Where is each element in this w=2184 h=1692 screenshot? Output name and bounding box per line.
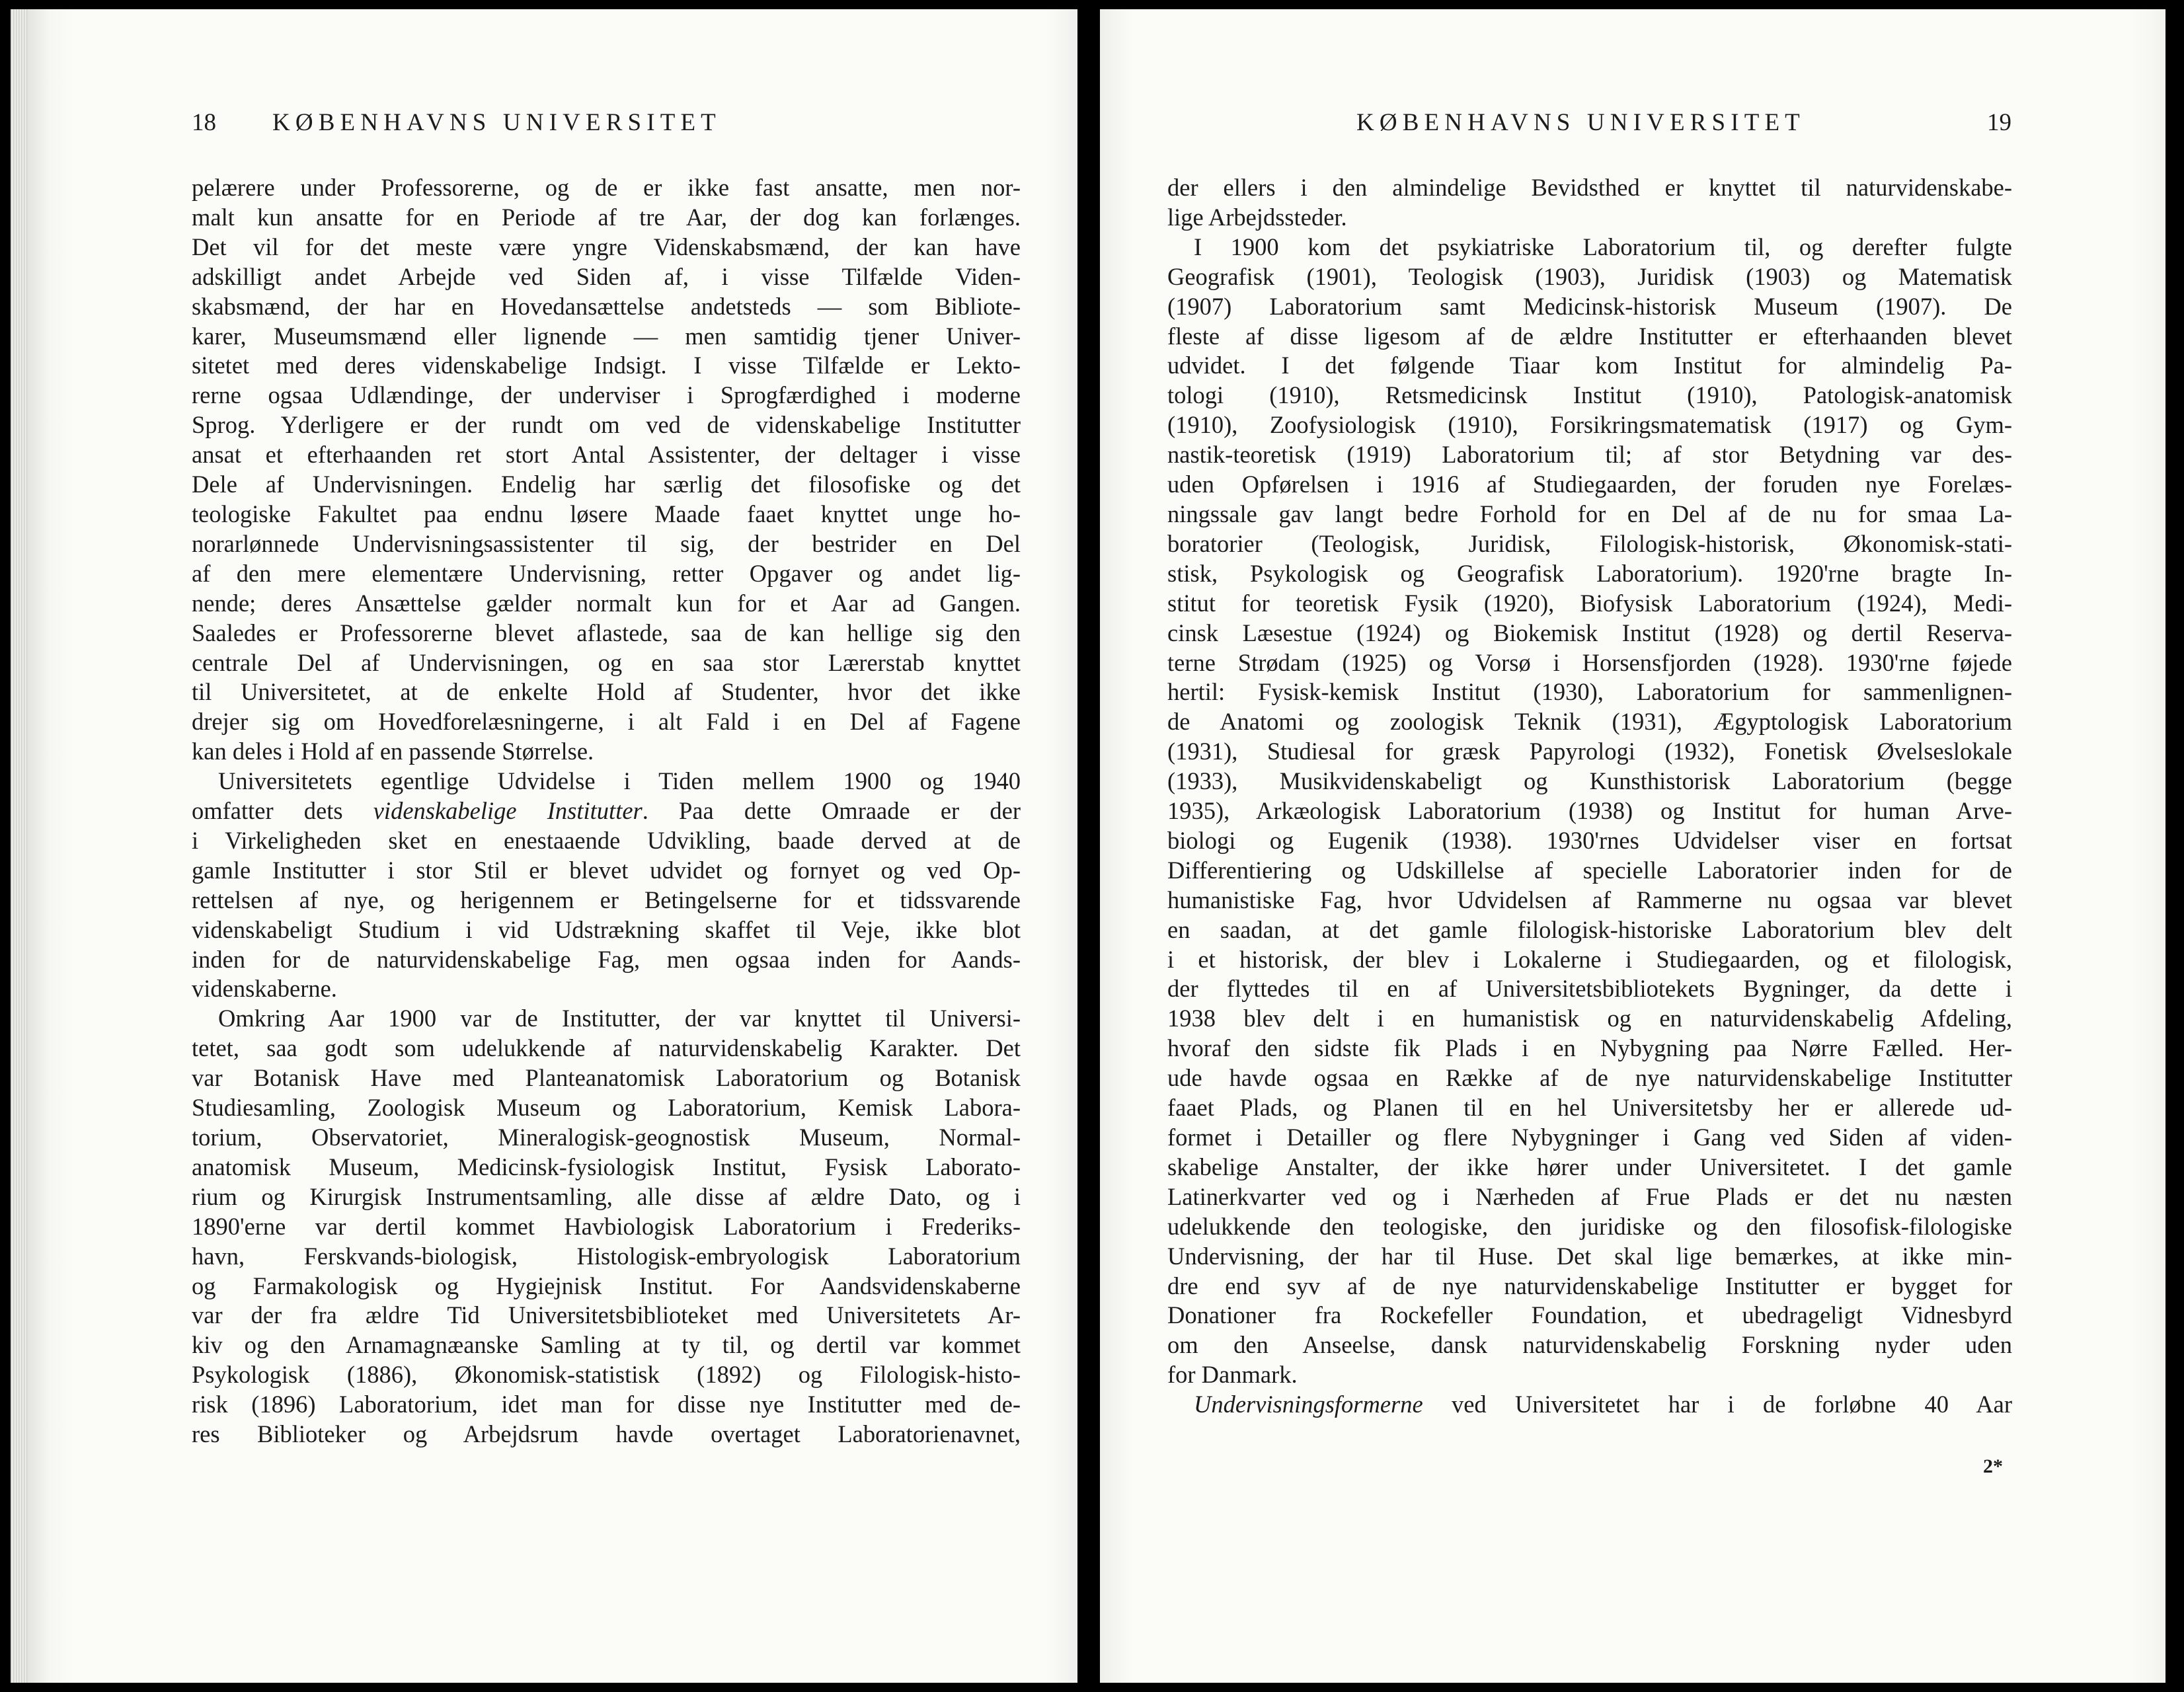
text-line: karer, Museumsmænd eller lignende — men samtidig tjener Univer-: [192, 322, 1021, 350]
text-line: ansat et efterhaanden ret stort Antal Assistenter, der deltager i visse: [192, 441, 1021, 469]
body-text: [1167, 173, 2012, 1420]
text-line: en saadan, at det gamle filologisk-historiske Laboratorium blev delt: [1167, 915, 2012, 943]
italic-text: Undervisningsformerne: [1194, 1391, 1423, 1418]
text-line: gamle Institutter i stor Stil er blevet udvidet og fornyet og ved Op-: [192, 856, 1021, 884]
text-line: [1167, 1390, 2012, 1420]
text-line: (1910), Zoofysiologisk (1910), Forsikringsmatematisk (1917) og Gym-: [1167, 411, 2012, 439]
text-line: cinsk Læsestue (1924) og Biokemisk Institut (1928) og dertil Reserva-: [1167, 619, 2012, 646]
text-line: torium, Observatoriet, Mineralogisk-geognostisk Museum, Normal-: [192, 1124, 1021, 1151]
text-line: norarlønnede Undervisningsassistenter til sig, der bestrider en Del: [192, 529, 1021, 557]
text-line: centrale Del af Undervisningen, og en saa stor Lærerstab knyttet: [192, 648, 1021, 676]
page-number: 18: [192, 109, 216, 136]
text-line: lige Arbejdssteder.: [1167, 203, 1347, 231]
text-line: skabelige Anstalter, der ikke hører under Universitetet. I det gamle: [1167, 1153, 2012, 1180]
text-line: videnskabeligt Studium i vid Udstrækning skaffet til Veje, ikke blot: [192, 915, 1021, 943]
text-line: faaet Plads, og Planen til en hel Universitetsby her er allerede ud-: [1167, 1094, 2012, 1122]
text-line: biologi og Eugenik (1938). 1930'rnes Udvidelser viser en fortsat: [1167, 826, 2012, 854]
text-line: Saaledes er Professorerne blevet aflastede, saa de kan hellige sig den: [192, 619, 1021, 646]
text-line: og Farmakologisk og Hygiejnisk Institut. For Aandsvidenskaberne: [192, 1272, 1021, 1299]
text-line: var Botanisk Have med Planteanatomisk Laboratorium og Botanisk: [192, 1064, 1021, 1092]
text-line: inden for de naturvidenskabelige Fag, men ogsaa inden for Aands-: [192, 945, 1021, 973]
text-line: sitetet med deres videnskabelige Indsigt. I visse Tilfælde er Lekto-: [192, 352, 1021, 379]
text-line: havn, Ferskvands-biologisk, Histologisk-embryologisk Laboratorium: [192, 1242, 1021, 1270]
text-line: stisk, Psykologisk og Geografisk Laboratorium). 1920'rne bragte In-: [1167, 559, 2012, 587]
text-line: (1907) Laboratorium samt Medicinsk-historisk Museum (1907). De: [1167, 292, 2012, 320]
signature-mark: 2*: [1983, 1455, 2003, 1477]
text-line: for Danmark.: [1167, 1361, 1298, 1389]
text-line: fleste af disse ligesom af de ældre Institutter er efterhaanden blevet: [1167, 322, 2012, 350]
text-line: de Anatomi og zoologisk Teknik (1931), Ægyptologisk Laboratorium: [1167, 708, 2012, 736]
text-line: Geografisk (1901), Teologisk (1903), Juridisk (1903) og Matematisk: [1167, 262, 2012, 290]
text-line: I 1900 kom det psykiatriske Laboratorium til, og derefter fulgte: [1194, 233, 2012, 260]
text-line: videnskaberne.: [192, 975, 337, 1003]
text-line: uden Opførelsen i 1916 af Studiegaarden, der foruden nye Forelæs-: [1167, 471, 2012, 498]
text-line: (1931), Studiesal for græsk Papyrologi (1932), Fonetisk Øvelseslokale: [1167, 738, 2012, 765]
text-line: malt kun ansatte for en Periode af tre Aar, der dog kan forlænges.: [192, 203, 1021, 231]
text-line: pelærere under Professorerne, og de er ikke fast ansatte, men nor-: [192, 174, 1021, 201]
text-line: nastik-teoretisk (1919) Laboratorium til; af stor Betydning var des-: [1167, 441, 2012, 469]
text-line: risk (1896) Laboratorium, idet man for disse nye Institutter med de-: [192, 1391, 1021, 1418]
text-line: tetet, saa godt som udelukkende af naturvidenskabelig Karakter. Det: [192, 1034, 1021, 1062]
page-stack-edge: [11, 9, 28, 1683]
text-line: kan deles i Hold af en passende Størrelse.: [192, 738, 594, 765]
text-run: . Paa dette Omraade er der: [642, 797, 1021, 825]
text-line: Undervisning, der har til Huse. Det skal lige bemærkes, at ikke min-: [1167, 1242, 2012, 1270]
text-line: rium og Kirurgisk Instrumentsamling, alle disse af ældre Dato, og i: [192, 1182, 1021, 1210]
text-line: Differentiering og Udskillelse af specielle Laboratorier inden for de: [1167, 856, 2012, 884]
text-line: ude havde ogsaa en Række af de nye naturvidenskabelige Institutter: [1167, 1064, 2012, 1092]
text-line: rerne ogsaa Udlændinge, der underviser i Sprogfærdighed i moderne: [192, 381, 1021, 409]
text-line: Psykologisk (1886), Økonomisk-statistisk (1892) og Filologisk-histo-: [192, 1361, 1021, 1389]
text-line: formet i Detailler og flere Nybygninger i Gang ved Siden af viden-: [1167, 1124, 2012, 1151]
text-line: tologi (1910), Retsmedicinsk Institut (1910), Patologisk-anatomisk: [1167, 381, 2012, 409]
text-run: omfatter dets: [192, 797, 373, 825]
text-line: (1933), Musikvidenskabeligt og Kunsthistorisk Laboratorium (begge: [1167, 767, 2012, 795]
text-line: 1935), Arkæologisk Laboratorium (1938) og Institut for human Arve-: [1167, 797, 2012, 825]
text-line: rettelsen af nye, og herigennem er Betingelserne for et tidssvarende: [192, 886, 1021, 913]
text-line: kiv og den Arnamagnæanske Samling at ty til, og dertil var kommet: [192, 1331, 1021, 1359]
text-line: Universitetets egentlige Udvidelse i Tiden mellem 1900 og 1940: [218, 767, 1021, 795]
text-line: res Biblioteker og Arbejdsrum havde overtaget Laboratorienavnet,: [192, 1420, 1021, 1448]
text-line: boratorier (Teologisk, Juridisk, Filologisk-historisk, Økonomisk-stati-: [1167, 529, 2012, 557]
text-line: anatomisk Museum, Medicinsk-fysiologisk Institut, Fysisk Laborato-: [192, 1153, 1021, 1180]
text-line: humanistiske Fag, hvor Udvidelsen af Rammerne nu ogsaa var blevet: [1167, 886, 2012, 913]
text-line: hvoraf den sidste fik Plads i en Nybygning paa Nørre Fælled. Her-: [1167, 1034, 2012, 1062]
text-line: udvidet. I det følgende Tiaar kom Institut for almindelig Pa-: [1167, 352, 2012, 379]
text-line: hertil: Fysisk-kemisk Institut (1930), Laboratorium for sammenlignen-: [1167, 678, 2012, 706]
text-line: udelukkende den teologiske, den juridiske og den filosofisk-filologiske: [1167, 1212, 2012, 1240]
left-page: [28, 9, 1077, 1683]
text-line: dre end syv af de nye naturvidenskabelige Institutter er bygget for: [1167, 1272, 2012, 1299]
text-line: stitut for teoretisk Fysik (1920), Biofysisk Laboratorium (1924), Medi-: [1167, 589, 2012, 617]
text-line: terne Strødam (1925) og Vorsø i Horsensfjorden (1928). 1930'rne føjede: [1167, 648, 2012, 676]
running-head: KØBENHAVNS UNIVERSITET: [272, 109, 721, 136]
text-line: af den mere elementære Undervisning, retter Opgaver og andet lig-: [192, 559, 1021, 587]
right-page: [1100, 9, 2165, 1683]
text-line: i Virkeligheden sket en enestaaende Udvikling, baade derved at de: [192, 826, 1021, 854]
running-head: KØBENHAVNS UNIVERSITET: [1356, 109, 1805, 136]
text-line: nende; deres Ansættelse gælder normalt kun for et Aar ad Gangen.: [192, 589, 1021, 617]
text-line: der flyttedes til en af Universitetsbibliotekets Bygninger, da dette i: [1167, 975, 2012, 1003]
text-line: om den Anseelse, dansk naturvidenskabelig Forskning nyder uden: [1167, 1331, 2012, 1359]
text-line: Studiesamling, Zoologisk Museum og Laboratorium, Kemisk Labora-: [192, 1094, 1021, 1122]
text-line: adskilligt andet Arbejde ved Siden af, i visse Tilfælde Viden-: [192, 262, 1021, 290]
page-number: 19: [1987, 109, 2011, 136]
text-line: til Universitetet, at de enkelte Hold af Studenter, hvor det ikke: [192, 678, 1021, 706]
text-run: ved Universitetet har i de forløbne 40 Aar: [1423, 1391, 2012, 1418]
gutter: [1077, 9, 1100, 1683]
text-line: 1890'erne var dertil kommet Havbiologisk Laboratorium i Frederiks-: [192, 1212, 1021, 1240]
text-line: var der fra ældre Tid Universitetsbiblioteket med Universitetets Ar-: [192, 1301, 1021, 1329]
text-line: skabsmænd, der har en Hovedansættelse andetsteds — som Bibliote-: [192, 292, 1021, 320]
text-line: Dele af Undervisningen. Endelig har særlig det filosofiske og det: [192, 471, 1021, 498]
text-line: drejer sig om Hovedforelæsningerne, i alt Fald i en Del af Fagene: [192, 708, 1021, 736]
text-line: Det vil for det meste være yngre Videnskabsmænd, der kan have: [192, 233, 1021, 260]
text-line: Latinerkvarter ved og i Nærheden af Frue Plads er det nu næsten: [1167, 1182, 2012, 1210]
text-line: 1938 blev delt i en humanistisk og en naturvidenskabelig Afdeling,: [1167, 1005, 2012, 1032]
italic-text: videnskabelige Institutter: [373, 797, 643, 825]
text-line: teologiske Fakultet paa endnu løsere Maade faaet knyttet unge ho-: [192, 500, 1021, 527]
text-line: [192, 796, 1021, 826]
body-text: [192, 173, 1021, 1449]
text-line: Omkring Aar 1900 var de Institutter, der var knyttet til Universi-: [218, 1005, 1021, 1032]
text-line: Donationer fra Rockefeller Foundation, et ubedrageligt Vidnesbyrd: [1167, 1301, 2012, 1329]
text-line: ningssale gav langt bedre Forhold for en Del af de nu for smaa La-: [1167, 500, 2012, 527]
text-line: der ellers i den almindelige Bevidsthed er knyttet til naturvidenskabe-: [1167, 174, 2012, 201]
text-line: Sprog. Yderligere er der rundt om ved de videnskabelige Institutter: [192, 411, 1021, 439]
text-line: i et historisk, der blev i Lokalerne i Studiegaarden, og et filologisk,: [1167, 945, 2012, 973]
